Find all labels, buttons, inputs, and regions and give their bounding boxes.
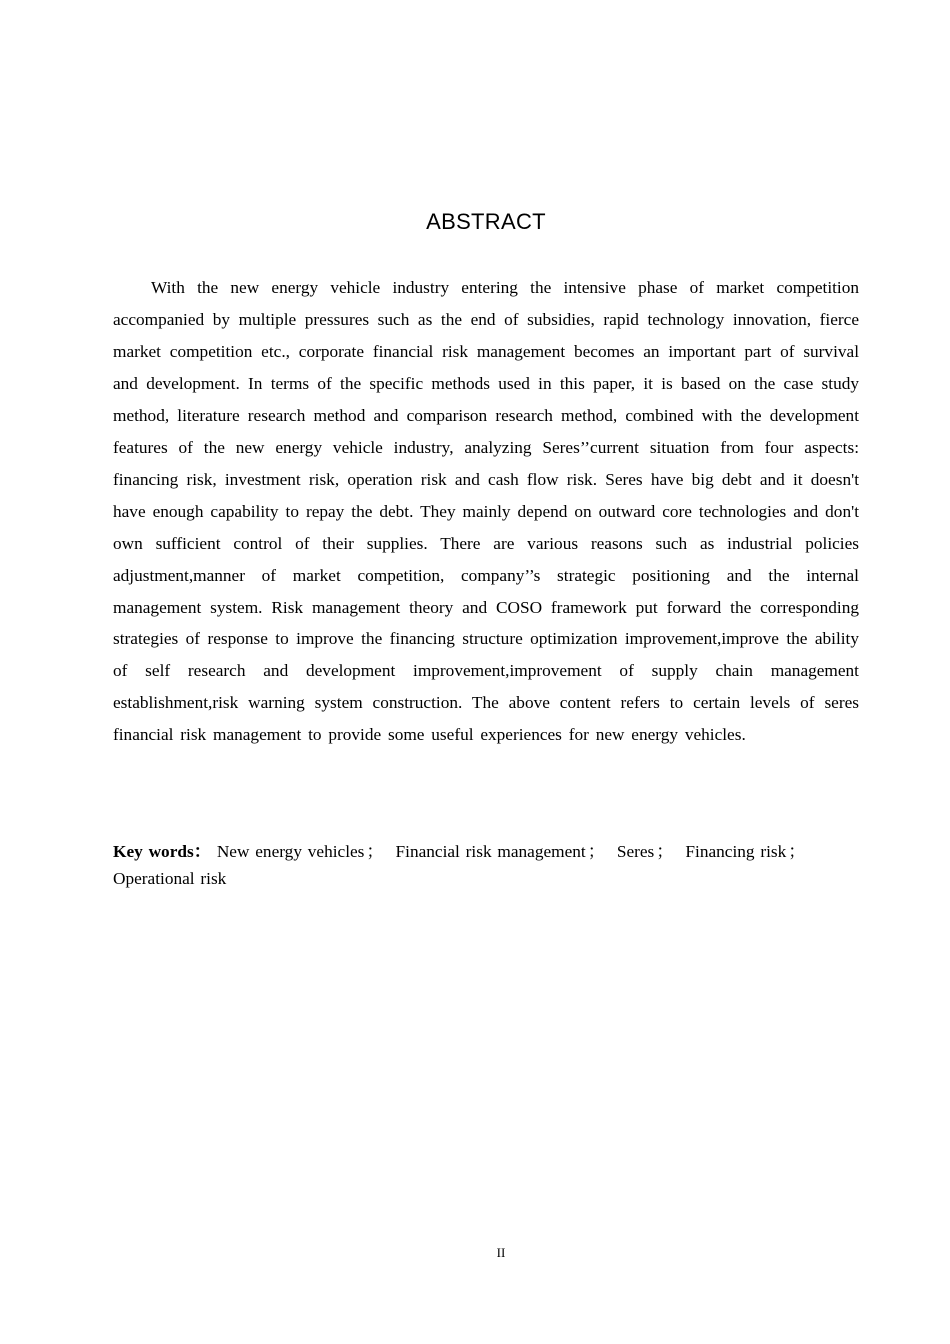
page-number: II	[496, 1245, 506, 1260]
keyword-separator: ；	[587, 842, 606, 861]
keyword-separator: ；	[366, 842, 384, 861]
keywords-label: Key words：	[113, 842, 211, 861]
abstract-paragraph: With the new energy vehicle industry entering the intensive phase of market competition accompanied by multiple pressures such as the end of subsidies, rapid technology innovation, fierce market competition etc., corporate financial risk management becomes an important part of survival and development. In terms of the specific methods used in this paper, it is based on the case study method, literature research method and comparison research method, combined with the development features of the new energy vehicle industry, analyzing Seres’’current situation from four aspects: financing risk, investment risk, operation risk and cash flow risk. Seres have big debt and it doesn't have enough capability to repay the debt. They mainly depend on outward core technologies and don't own sufficient control of their supplies. There are various reasons such as industrial policies adjustment,manner of market competition, company’’s strategic positioning and the internal management system. Risk management theory and COSO framework put forward the corresponding strategies of response to improve the financing structure optimization improvement,improve the ability of self research and development improvement,improvement of supply chain management establishment,risk warning system construction. The above content refers to certain levels of seres financial risk management to provide some useful experiences for new energy vehicles.	[113, 278, 859, 745]
abstract-title: ABSTRACT	[426, 209, 546, 234]
keywords-line	[113, 838, 859, 892]
keyword-item: Operational risk	[113, 869, 227, 888]
keyword-separator: ；	[788, 842, 806, 861]
keyword-item: Financing risk	[685, 842, 787, 861]
keyword-item: Seres	[616, 842, 655, 861]
keyword-item: Financial risk management	[395, 842, 586, 861]
keyword-item: New energy vehicles	[216, 842, 365, 861]
keyword-separator: ；	[656, 842, 674, 861]
